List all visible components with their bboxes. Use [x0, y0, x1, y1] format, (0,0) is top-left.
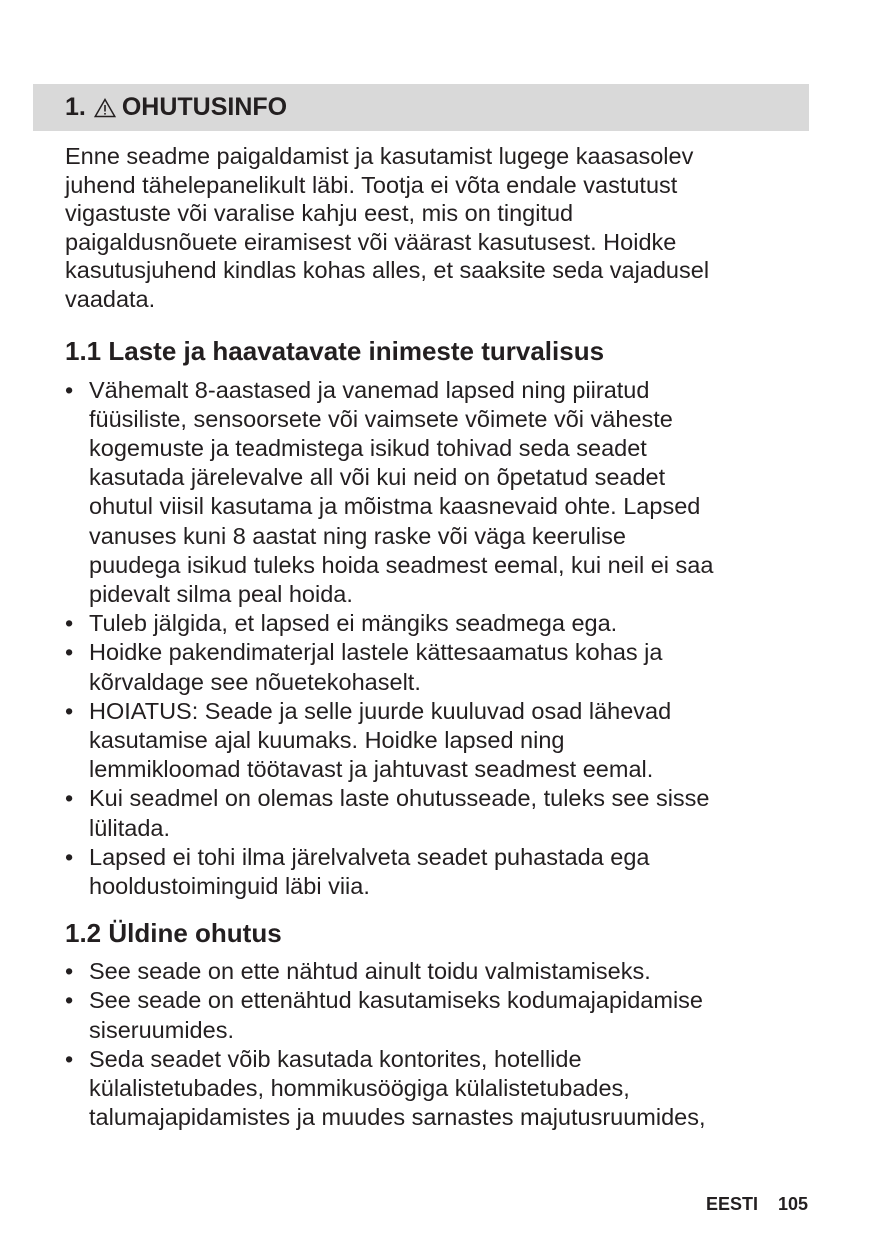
page-content	[65, 142, 817, 1132]
list-item	[65, 609, 817, 638]
bullet-dot: •	[65, 1045, 74, 1072]
intro-line: vaadata.	[65, 285, 156, 312]
subsection-heading-general-safety: 1.2 Üldine ohutus	[65, 918, 282, 949]
list-item	[65, 957, 817, 986]
list-item	[65, 1045, 817, 1133]
list-item-line: külalistetubades, hommikusöögiga külalistetubades,	[89, 1075, 630, 1102]
intro-line: juhend tähelepanelikult läbi. Tootja ei võta endale vastutust	[65, 171, 678, 198]
list-item-line: ohutul viisil kasutama ja mõistma kaasnevaid ohte. Lapsed	[89, 493, 701, 520]
section-number: 1.	[65, 93, 86, 121]
list-item-line: siseruumides.	[89, 1016, 234, 1043]
footer-language: EESTI	[705, 1194, 758, 1214]
bullet-dot: •	[65, 610, 74, 637]
list-item-line: See seade on ettenähtud kasutamiseks kodumajapidamise	[89, 987, 703, 1014]
list-item-line: kogemuste ja teadmistega isikud tohivad seda seadet	[89, 434, 647, 461]
list-item-line: HOIATUS: Seade ja selle juurde kuuluvad osad lähevad	[89, 697, 672, 724]
list-item	[65, 697, 817, 785]
page-number: 105	[777, 1194, 808, 1214]
list-item-line: vanuses kuni 8 aastat ning raske või väga keerulise	[89, 522, 626, 549]
list-item	[65, 784, 817, 842]
warning-triangle-icon	[94, 98, 116, 118]
list-item	[65, 376, 817, 610]
list-item-line: kõrvaldage see nõuetekohaselt.	[89, 668, 421, 695]
section-header-bar	[33, 84, 809, 131]
list-item-line: hooldustoiminguid läbi viia.	[89, 873, 370, 900]
list-item-line: puudega isikud tuleks hoida seadmest eemal, kui neil ei saa	[89, 551, 714, 578]
list-item-line: Kui seadmel on olemas laste ohutusseade, tuleks see sisse	[89, 785, 710, 812]
intro-line: paigaldusnõuete eiramisest või väärast kasutusest. Hoidke	[65, 228, 677, 255]
list-item	[65, 843, 817, 901]
list-item-line: kasutamise ajal kuumaks. Hoidke lapsed ning	[89, 727, 565, 753]
list-item-line: lemmikloomad töötavast ja jahtuvast seadmest eemal.	[89, 756, 654, 783]
list-item-line: See seade on ette nähtud ainult toidu valmistamiseks.	[89, 958, 651, 985]
bullet-dot: •	[65, 376, 74, 403]
child-safety-list	[65, 376, 817, 902]
general-safety-list	[65, 957, 817, 1132]
section-title	[65, 93, 287, 122]
intro-line: kasutusjuhend kindlas kohas alles, et saaksite seda vajadusel	[65, 257, 710, 284]
list-item	[65, 986, 817, 1044]
intro-line: Enne seadme paigaldamist ja kasutamist lugege kaasasolev	[65, 143, 694, 169]
list-item	[65, 638, 817, 696]
list-item-line: Lapsed ei tohi ilma järelvalveta seadet puhastada ega	[89, 843, 650, 870]
page-footer	[706, 1194, 808, 1215]
intro-paragraph	[65, 142, 817, 314]
list-item-line: Tuleb jälgida, et lapsed ei mängiks seadmega ega.	[89, 610, 618, 637]
list-item-line: Vähemalt 8-aastased ja vanemad lapsed ning piiratud	[89, 376, 650, 403]
section-title-text: OHUTUSINFO	[121, 93, 288, 121]
list-item-line: lülitada.	[89, 814, 170, 841]
bullet-dot: •	[65, 697, 74, 724]
bullet-dot: •	[65, 987, 74, 1014]
list-item-line: pidevalt silma peal hoida.	[89, 580, 353, 607]
bullet-dot: •	[65, 958, 74, 985]
bullet-dot: •	[65, 843, 74, 870]
intro-line: vigastuste või varalise kahju eest, mis on tingitud	[65, 200, 574, 227]
list-item-line: Hoidke pakendimaterjal lastele kättesaamatus kohas ja	[89, 639, 663, 666]
list-item-line: Seda seadet võib kasutada kontorites, hotellide	[89, 1045, 582, 1072]
list-item-line: talumajapidamistes ja muudes sarnastes majutusruumides,	[89, 1104, 706, 1131]
bullet-dot: •	[65, 639, 74, 666]
list-item-line: kasutada järelevalve all või kui neid on õpetatud seadet	[89, 464, 666, 491]
list-item-line: füüsiliste, sensoorsete või vaimsete võimete või väheste	[89, 405, 673, 432]
bullet-dot: •	[65, 785, 74, 812]
subsection-heading-child-safety: 1.1 Laste ja haavatavate inimeste turvalisus	[65, 335, 605, 366]
